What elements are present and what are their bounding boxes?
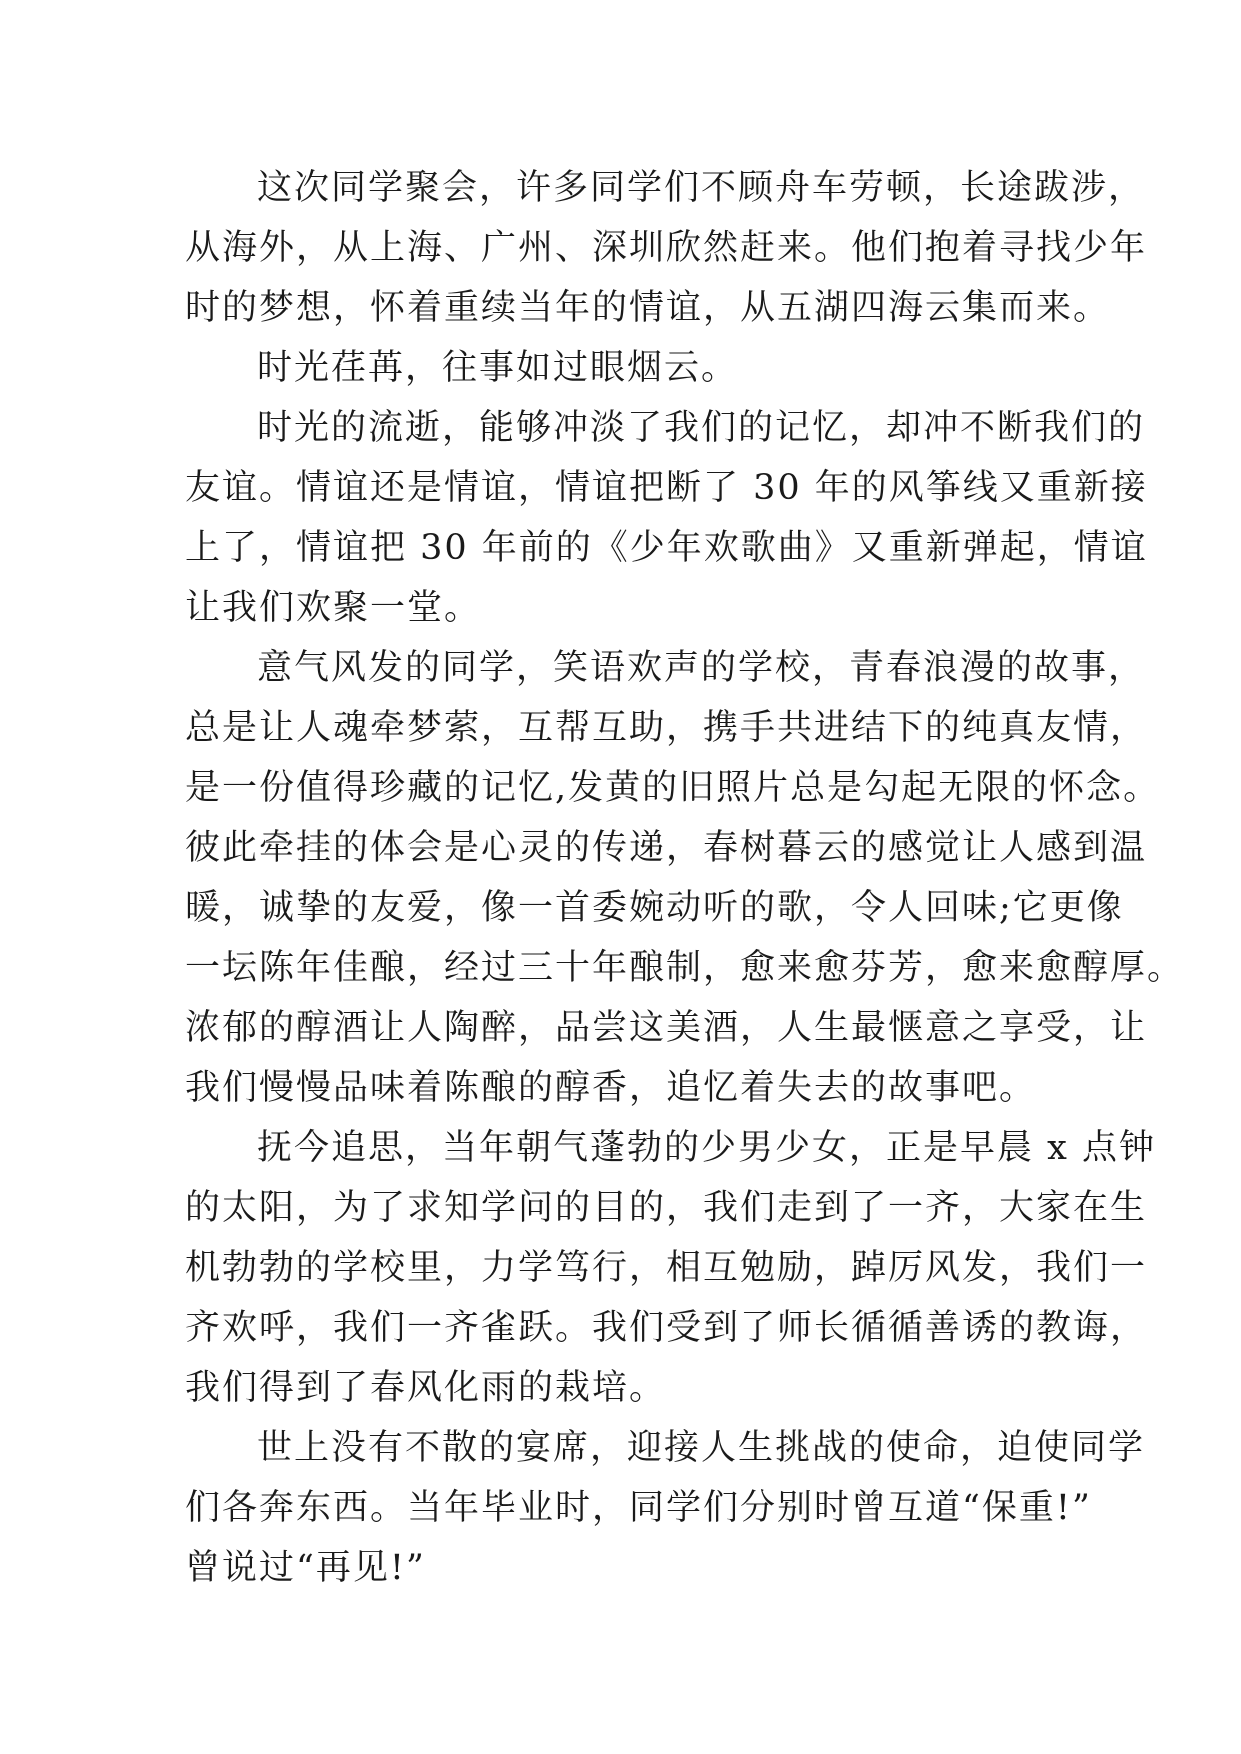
text-line: 我们得到了春风化雨的栽培。 bbox=[185, 1368, 667, 1408]
text-line: 是一份值得珍藏的记忆,发黄的旧照片总是勾起无限的怀念。 bbox=[185, 768, 1161, 808]
text-line: 曾说过“再见!” bbox=[185, 1548, 426, 1588]
text-line: 时光的流逝，能够冲淡了我们的记忆，却冲不断我们的 bbox=[257, 408, 1146, 448]
text-line: 总是让人魂牵梦萦，互帮互助，携手共进结下的纯真友情， bbox=[185, 708, 1148, 748]
text-line: 时光荏苒，往事如过眼烟云。 bbox=[257, 348, 739, 388]
text-line: 世上没有不散的宴席，迎接人生挑战的使命，迫使同学 bbox=[257, 1428, 1146, 1468]
text-line: 友谊。情谊还是情谊，情谊把断了 30 年的风筝线又重新接 bbox=[185, 468, 1148, 508]
text-line: 让我们欢聚一堂。 bbox=[185, 588, 482, 628]
paragraph bbox=[185, 158, 1148, 338]
text-line: 抚今追思，当年朝气蓬勃的少男少女，正是早晨 x 点钟 bbox=[257, 1128, 1156, 1168]
text-line: 暖，诚挚的友爱，像一首委婉动听的歌，令人回味;它更像 bbox=[185, 888, 1124, 928]
text-line: 时的梦想，怀着重续当年的情谊，从五湖四海云集而来。 bbox=[185, 288, 1111, 328]
paragraph bbox=[185, 1118, 1156, 1418]
document-body bbox=[185, 158, 1185, 1598]
text-line: 浓郁的醇酒让人陶醉，品尝这美酒，人生最惬意之享受，让 bbox=[185, 1008, 1148, 1048]
paragraph bbox=[185, 338, 1065, 398]
text-line: 齐欢呼，我们一齐雀跃。我们受到了师长循循善诱的教诲， bbox=[185, 1308, 1148, 1348]
paragraph bbox=[185, 638, 1185, 1118]
paragraph bbox=[185, 1418, 1146, 1598]
text-line: 的太阳，为了求知学问的目的，我们走到了一齐，大家在生 bbox=[185, 1188, 1148, 1228]
text-line: 一坛陈年佳酿，经过三十年酿制，愈来愈芬芳，愈来愈醇厚。 bbox=[185, 948, 1185, 988]
paragraph bbox=[185, 398, 1148, 638]
text-line: 我们慢慢品味着陈酿的醇香，追忆着失去的故事吧。 bbox=[185, 1068, 1037, 1108]
text-line: 这次同学聚会，许多同学们不顾舟车劳顿，长途跋涉， bbox=[257, 168, 1146, 208]
text-line: 机勃勃的学校里，力学笃行，相互勉励，踔厉风发，我们一 bbox=[185, 1248, 1148, 1288]
text-line: 上了，情谊把 30 年前的《少年欢歌曲》又重新弹起，情谊 bbox=[185, 528, 1148, 568]
text-line: 彼此牵挂的体会是心灵的传递，春树暮云的感觉让人感到温 bbox=[185, 828, 1148, 868]
text-line: 们各奔东西。当年毕业时，同学们分别时曾互道“保重!” bbox=[185, 1488, 1092, 1528]
text-line: 意气风发的同学，笑语欢声的学校，青春浪漫的故事， bbox=[257, 648, 1146, 688]
text-line: 从海外，从上海、广州、深圳欣然赶来。他们抱着寻找少年 bbox=[185, 228, 1148, 268]
